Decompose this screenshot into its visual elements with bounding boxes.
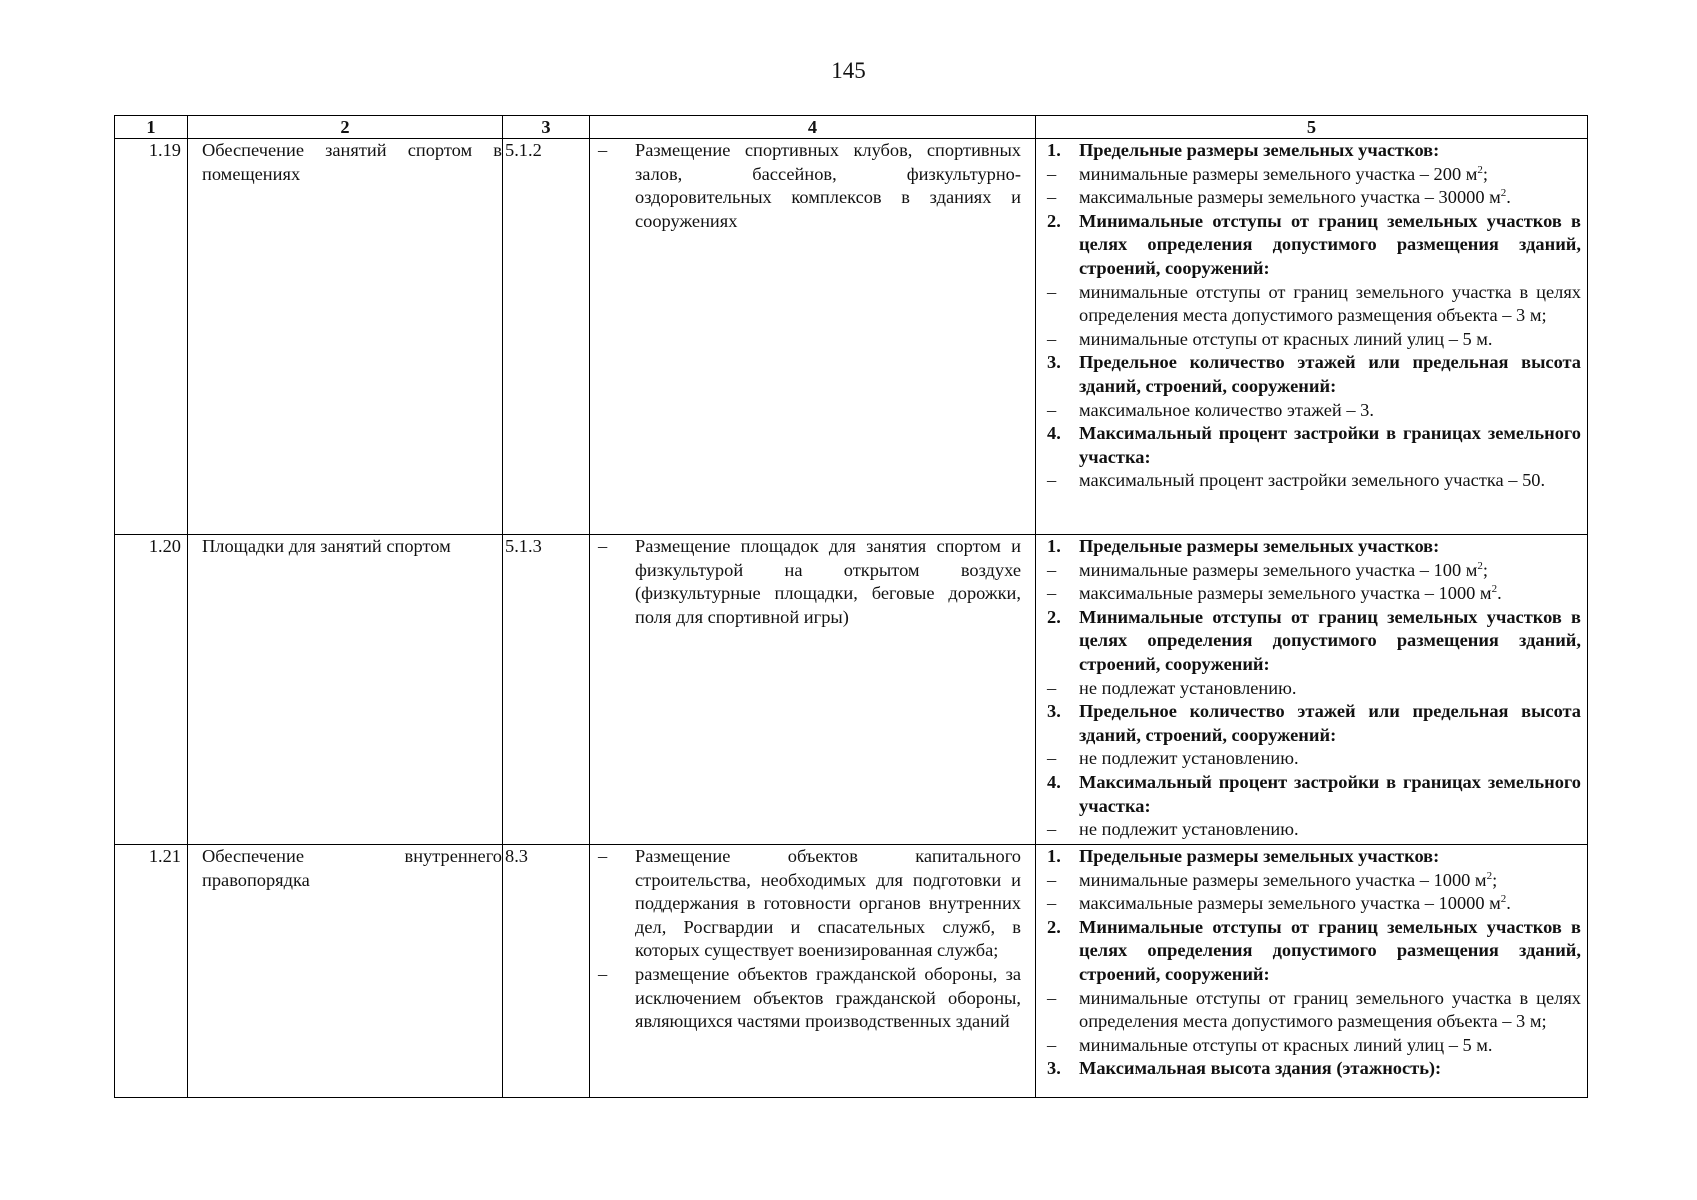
item-text-main: максимальный процент застройки земельного участка – 50.	[1079, 470, 1546, 491]
dash-marker: –	[1047, 559, 1057, 580]
dash-marker: –	[1047, 583, 1057, 604]
dash-marker: –	[1047, 677, 1057, 698]
item-text	[1079, 606, 1581, 677]
column-header-requirements: 5	[1036, 116, 1588, 139]
list-item	[590, 139, 1021, 233]
item-text-suffix: ;	[1482, 163, 1489, 184]
dash-marker: –	[1047, 163, 1057, 184]
item-text-main: Предельные размеры земельных участков:	[1079, 140, 1440, 160]
item-text	[1079, 210, 1581, 281]
item-text-main: не подлежат установлению.	[1079, 677, 1297, 698]
list-item	[1036, 399, 1581, 423]
item-text-main: максимальные размеры земельного участка – 30000 м	[1079, 187, 1501, 208]
item-text-main: Минимальные отступы от границ земельных участков в целях определения допустимого размещения зданий, строений, сооружений:	[1079, 606, 1581, 674]
item-text	[1079, 559, 1581, 583]
item-text	[1079, 351, 1581, 398]
land-use-name: Площадки для занятий спортом	[188, 535, 503, 845]
item-number: 1.	[1047, 536, 1061, 556]
item-text-main: Размещение объектов капитального строительства, необходимых для подготовки и поддержания в готовности органов внутренних дел, Росгвардии и спасательных служб, в которых существует военизированная служба;	[635, 846, 1021, 961]
dash-marker: –	[1047, 328, 1057, 349]
item-text-main: размещение объектов гражданской обороны, за исключением объектов гражданской обороны, являющихся частями производственных зданий	[635, 963, 1021, 1032]
item-text-main: минимальные отступы от красных линий улиц – 5 м.	[1079, 328, 1493, 349]
requirement-heading	[1036, 139, 1581, 163]
item-text-main: максимальные размеры земельного участка – 1000 м	[1079, 583, 1492, 604]
item-text-main: Максимальный процент застройки в границах земельного участка:	[1079, 423, 1581, 467]
list-item	[1036, 869, 1581, 893]
list-item	[1036, 163, 1581, 187]
table-header-row	[115, 116, 1588, 139]
dash-marker: –	[1047, 187, 1057, 208]
item-text	[1079, 845, 1581, 869]
item-text	[1079, 1057, 1581, 1081]
parameters-cell	[1036, 845, 1588, 1098]
item-text	[1079, 1034, 1581, 1058]
superscript: 2	[1491, 583, 1498, 596]
item-number: 4.	[1047, 771, 1061, 792]
item-text	[635, 139, 1021, 233]
land-use-name: Обеспечение внутреннего правопорядка	[188, 845, 503, 1098]
item-text-main: Максимальный процент застройки в границах земельного участка:	[1079, 771, 1581, 816]
superscript: 2	[1477, 559, 1483, 572]
land-use-name: Обеспечение занятий спортом в помещениях	[188, 139, 503, 535]
item-text	[1079, 186, 1581, 210]
column-header-name: 2	[188, 116, 503, 139]
item-number: 1.	[1047, 846, 1061, 866]
item-text	[1079, 139, 1581, 163]
permitted-use-description	[590, 535, 1036, 845]
item-number: 4.	[1047, 423, 1061, 444]
dash-marker: –	[598, 140, 608, 160]
row-number: 1.21	[115, 845, 188, 1098]
column-header-code: 3	[503, 116, 590, 139]
dash-marker: –	[1047, 819, 1057, 840]
item-text-main: не подлежит установлению.	[1079, 819, 1299, 840]
item-text-main: Минимальные отступы от границ земельных участков в целях определения допустимого размещения зданий, строений, сооружений:	[1079, 916, 1581, 984]
dash-marker: –	[1047, 893, 1057, 914]
dash-marker: –	[1047, 281, 1057, 302]
table-body	[115, 139, 1588, 1098]
list-item	[1036, 582, 1581, 606]
item-text	[635, 535, 1021, 629]
item-number: 3.	[1047, 352, 1061, 373]
dash-marker: –	[1047, 399, 1057, 420]
column-header-description: 4	[590, 116, 1036, 139]
item-number: 1.	[1047, 140, 1061, 160]
item-text-main: Предельные размеры земельных участков:	[1079, 536, 1440, 556]
list-item	[590, 963, 1021, 1034]
land-use-code: 5.1.3	[503, 535, 590, 845]
item-text-main: минимальные отступы от границ земельного участка в целях определения места допустимого размещения объекта – 3 м;	[1079, 281, 1581, 326]
item-text-main: минимальные размеры земельного участка – 200 м	[1079, 163, 1478, 184]
table-row	[115, 535, 1588, 845]
item-text-suffix: ;	[1492, 869, 1498, 890]
dash-marker: –	[1047, 1034, 1057, 1055]
dash-marker: –	[1047, 470, 1057, 491]
dash-marker: –	[598, 963, 608, 984]
item-text-suffix: .	[1506, 893, 1511, 914]
item-number: 2.	[1047, 916, 1061, 937]
item-text-main: Минимальные отступы от границ земельных участков в целях определения допустимого размещения зданий, строений, сооружений:	[1079, 210, 1581, 278]
land-use-code: 8.3	[503, 845, 590, 1098]
list-item	[590, 845, 1021, 963]
item-text-main: минимальные размеры земельного участка – 1000 м	[1079, 869, 1487, 890]
list-item	[590, 535, 1021, 629]
row-number: 1.20	[115, 535, 188, 845]
requirement-heading	[1036, 535, 1581, 559]
permitted-use-description	[590, 845, 1036, 1098]
requirement-heading	[1036, 606, 1581, 677]
item-number: 3.	[1047, 1058, 1061, 1079]
item-number: 3.	[1047, 701, 1061, 722]
list-item	[1036, 469, 1581, 493]
item-text-suffix: .	[1506, 187, 1511, 208]
requirement-heading	[1036, 351, 1581, 398]
item-text	[1079, 892, 1581, 916]
requirement-heading	[1036, 916, 1581, 987]
item-text	[1079, 399, 1581, 423]
item-text-main: Предельное количество этажей или предельная высота зданий, строений, сооружений:	[1079, 352, 1581, 396]
item-text	[1079, 328, 1581, 352]
requirement-heading	[1036, 845, 1581, 869]
item-text	[1079, 818, 1581, 842]
item-number: 2.	[1047, 606, 1061, 627]
item-text-main: максимальные размеры земельного участка – 10000 м	[1079, 893, 1501, 914]
list-item	[1036, 1034, 1581, 1058]
superscript: 2	[1486, 869, 1493, 882]
item-text-main: Размещение площадок для занятия спортом и физкультурой на открытом воздухе (физкультурные площадки, беговые дорожки, поля для спортивной игры)	[635, 536, 1021, 627]
superscript: 2	[1500, 893, 1507, 906]
superscript: 2	[1500, 187, 1507, 200]
item-text-main: минимальные размеры земельного участка – 100 м	[1079, 559, 1478, 580]
permitted-use-description	[590, 139, 1036, 535]
dash-marker: –	[1047, 748, 1057, 769]
list-item	[1036, 186, 1581, 210]
item-text	[1079, 163, 1581, 187]
list-item	[1036, 747, 1581, 771]
item-text-suffix: ;	[1482, 559, 1489, 580]
item-text	[1079, 747, 1581, 771]
list-item	[1036, 328, 1581, 352]
dash-marker: –	[1047, 987, 1057, 1008]
item-text-main: минимальные отступы от границ земельного участка в целях определения места допустимого размещения объекта – 3 м;	[1079, 987, 1581, 1032]
parameters-cell	[1036, 535, 1588, 845]
item-text	[1079, 582, 1581, 606]
list-item	[1036, 677, 1581, 701]
item-text	[635, 845, 1021, 963]
item-text-main: минимальные отступы от красных линий улиц – 5 м.	[1079, 1034, 1493, 1055]
item-text-main: Предельные размеры земельных участков:	[1079, 846, 1440, 866]
list-item	[1036, 281, 1581, 328]
row-number: 1.19	[115, 139, 188, 535]
dash-marker: –	[598, 536, 608, 556]
list-item	[1036, 892, 1581, 916]
item-text-suffix: .	[1497, 583, 1502, 604]
column-header-number: 1	[115, 116, 188, 139]
item-text	[1079, 987, 1581, 1034]
parameters-cell	[1036, 139, 1588, 535]
item-text-main: максимальное количество этажей – 3.	[1079, 399, 1374, 420]
list-item	[1036, 818, 1581, 842]
requirement-heading	[1036, 1057, 1581, 1081]
land-use-table	[114, 115, 1588, 1098]
item-text-main: не подлежит установлению.	[1079, 748, 1299, 769]
item-text	[1079, 469, 1581, 493]
item-text-main: Предельное количество этажей или предельная высота зданий, строений, сооружений:	[1079, 701, 1581, 745]
item-number: 2.	[1047, 210, 1061, 231]
item-text	[1079, 677, 1581, 701]
superscript: 2	[1477, 163, 1483, 176]
requirement-heading	[1036, 422, 1581, 469]
requirement-heading	[1036, 700, 1581, 747]
item-text	[1079, 916, 1581, 987]
list-item	[1036, 559, 1581, 583]
requirement-heading	[1036, 210, 1581, 281]
item-text	[1079, 700, 1581, 747]
page-number: 145	[831, 58, 866, 83]
item-text	[1079, 869, 1581, 893]
dash-marker: –	[598, 846, 608, 866]
item-text-main: Максимальная высота здания (этажность):	[1079, 1058, 1442, 1079]
item-text	[1079, 281, 1581, 328]
table-row	[115, 845, 1588, 1098]
item-text	[1079, 422, 1581, 469]
dash-marker: –	[1047, 869, 1057, 890]
table-row	[115, 139, 1588, 535]
item-text	[1079, 535, 1581, 559]
item-text	[1079, 771, 1581, 818]
list-item	[1036, 987, 1581, 1034]
requirement-heading	[1036, 771, 1581, 818]
land-use-code: 5.1.2	[503, 139, 590, 535]
item-text-main: Размещение спортивных клубов, спортивных залов, бассейнов, физкультурно-оздоровительных комплексов в зданиях и сооружениях	[635, 140, 1021, 231]
item-text	[635, 963, 1021, 1034]
